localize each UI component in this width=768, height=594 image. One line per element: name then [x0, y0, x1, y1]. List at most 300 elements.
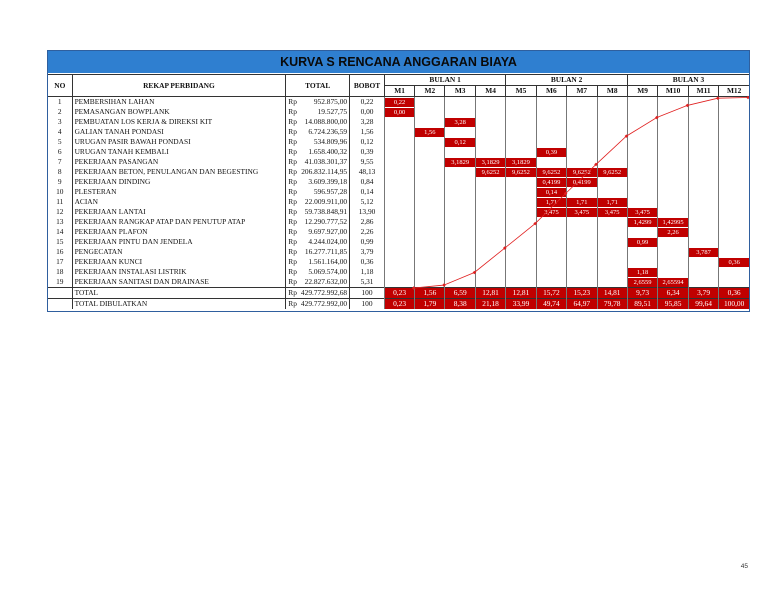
- row-currency: Rp: [286, 207, 299, 217]
- table-row: [48, 237, 749, 247]
- row-no: 4: [57, 127, 62, 136]
- week-cell: [627, 127, 657, 137]
- row-name: PEKERJAAN BETON, PENULANGAN DAN BEGESTING: [72, 167, 286, 177]
- week-cell: [658, 167, 689, 177]
- week-cell: [627, 247, 657, 257]
- row-total: 59.738.848,91: [304, 207, 348, 216]
- row-name: PEKERJAAN INSTALASI LISTRIK: [72, 267, 286, 277]
- week-cell: [688, 167, 718, 177]
- gantt-bar: 2,65594: [658, 278, 688, 287]
- week-cell: [719, 127, 749, 137]
- header-week-7: M7: [567, 86, 597, 97]
- row-total: 9.697.927,00: [308, 227, 348, 236]
- summary-row: [48, 288, 749, 299]
- week-cell: [415, 237, 445, 247]
- summary-week-value: 15,23: [567, 288, 597, 299]
- week-cell: [658, 177, 689, 187]
- row-bobot: 0,12: [350, 137, 385, 147]
- week-cell: [567, 257, 597, 267]
- week-cell: [475, 267, 505, 277]
- week-cell: [658, 207, 689, 217]
- week-cell: [627, 157, 657, 167]
- summary-total: 429.772.992,68: [299, 288, 350, 299]
- week-cell: [475, 257, 505, 267]
- week-cell: [567, 167, 597, 177]
- week-cell: [384, 107, 414, 117]
- row-name: PEKERJAAN SANITASI DAN DRAINASE: [72, 277, 286, 288]
- row-no: 9: [57, 177, 62, 186]
- summary-label: TOTAL: [72, 288, 286, 299]
- row-no: 10: [56, 187, 64, 196]
- week-cell: [597, 107, 627, 117]
- week-cell: [415, 177, 445, 187]
- row-no: 19: [56, 277, 64, 286]
- week-cell: [506, 247, 536, 257]
- header-rekap: REKAP PERBIDANG: [72, 75, 286, 97]
- row-total: 3.609.399,18: [308, 177, 348, 186]
- week-cell: [384, 137, 414, 147]
- gantt-bar: 1,71: [537, 198, 566, 207]
- week-cell: [688, 177, 718, 187]
- week-cell: [627, 147, 657, 157]
- week-cell: [719, 117, 749, 127]
- row-total: 4.244.024,00: [308, 237, 348, 246]
- week-cell: [415, 117, 445, 127]
- table-row: [48, 117, 749, 127]
- week-cell: [567, 237, 597, 247]
- week-cell: [536, 97, 566, 108]
- header-week-12: M12: [719, 86, 749, 97]
- row-currency: Rp: [286, 197, 299, 207]
- row-no: 15: [56, 237, 64, 246]
- gantt-bar: 0,00: [385, 108, 414, 117]
- row-name: PEKERJAAN DINDING: [72, 177, 286, 187]
- week-cell: [688, 147, 718, 157]
- row-name: GALIAN TANAH PONDASI: [72, 127, 286, 137]
- gantt-bar: 0,36: [719, 258, 749, 267]
- table-row: [48, 227, 749, 237]
- week-cell: [415, 187, 445, 197]
- row-total: 952.875,00: [313, 97, 348, 106]
- table-row: [48, 187, 749, 197]
- row-currency: Rp: [286, 147, 299, 157]
- week-cell: [719, 227, 749, 237]
- gantt-bar: 0,99: [628, 238, 657, 247]
- row-currency: Rp: [286, 97, 299, 108]
- week-cell: [475, 177, 505, 187]
- week-cell: [384, 147, 414, 157]
- week-cell: [445, 127, 475, 137]
- table-row: [48, 97, 749, 108]
- week-cell: [536, 107, 566, 117]
- week-cell: [658, 187, 689, 197]
- gantt-bar: 0,4199: [567, 178, 596, 187]
- row-currency: Rp: [286, 167, 299, 177]
- week-cell: [445, 227, 475, 237]
- week-cell: [506, 157, 536, 167]
- week-cell: [415, 197, 445, 207]
- week-cell: [536, 197, 566, 207]
- row-no: 14: [56, 227, 64, 236]
- header-month-2: BULAN 2: [506, 75, 628, 86]
- row-no: 7: [57, 157, 62, 166]
- week-cell: [445, 187, 475, 197]
- summary-bobot: 100: [350, 288, 385, 299]
- summary-row: [48, 299, 749, 310]
- row-bobot: 1,18: [350, 267, 385, 277]
- gantt-bar: 3,1829: [445, 158, 474, 167]
- row-total: 22.827.632,00: [304, 277, 348, 286]
- row-currency: Rp: [286, 157, 299, 167]
- week-cell: [384, 227, 414, 237]
- week-cell: [536, 157, 566, 167]
- week-cell: [658, 97, 689, 108]
- summary-no: [48, 299, 72, 310]
- week-cell: [627, 207, 657, 217]
- week-cell: [719, 137, 749, 147]
- week-cell: [445, 197, 475, 207]
- table-row: [48, 277, 749, 288]
- week-cell: [719, 97, 749, 108]
- week-cell: [384, 247, 414, 257]
- row-total: 1.561.164,00: [308, 257, 348, 266]
- week-cell: [506, 237, 536, 247]
- row-currency: Rp: [286, 117, 299, 127]
- header-bobot: BOBOT: [350, 75, 385, 97]
- week-cell: [567, 197, 597, 207]
- week-cell: [567, 157, 597, 167]
- week-cell: [445, 277, 475, 288]
- row-name: PEMASANGAN BOWPLANK: [72, 107, 286, 117]
- row-total: 534.809,96: [313, 137, 348, 146]
- summary-week-value: 95,85: [658, 299, 689, 310]
- week-cell: [445, 257, 475, 267]
- week-cell: [688, 217, 718, 227]
- week-cell: [384, 167, 414, 177]
- week-cell: [384, 187, 414, 197]
- week-cell: [719, 187, 749, 197]
- row-bobot: 48,13: [350, 167, 385, 177]
- gantt-bar: 1,18: [628, 268, 657, 277]
- summary-week-value: 49,74: [536, 299, 566, 310]
- header-week-8: M8: [597, 86, 627, 97]
- table-row: [48, 147, 749, 157]
- gantt-bar: 2,6559: [628, 278, 657, 287]
- gantt-bar: 0,4199: [537, 178, 566, 187]
- week-cell: [688, 137, 718, 147]
- week-cell: [597, 197, 627, 207]
- week-cell: [445, 247, 475, 257]
- row-total: 14.088.800,00: [304, 117, 348, 126]
- row-currency: Rp: [286, 187, 299, 197]
- table-row: [48, 157, 749, 167]
- row-no: 5: [57, 137, 62, 146]
- week-cell: [627, 237, 657, 247]
- summary-no: [48, 288, 72, 299]
- week-cell: [506, 207, 536, 217]
- week-cell: [506, 187, 536, 197]
- week-cell: [627, 217, 657, 227]
- row-total: 5.069.574,00: [308, 267, 348, 276]
- week-cell: [597, 227, 627, 237]
- summary-week-value: 8,38: [445, 299, 475, 310]
- week-cell: [627, 177, 657, 187]
- week-cell: [658, 227, 689, 237]
- row-total: 19.527,75: [317, 107, 348, 116]
- week-cell: [415, 107, 445, 117]
- week-cell: [415, 167, 445, 177]
- row-total: 6.724.236,59: [308, 127, 348, 136]
- gantt-bar: 3,1829: [506, 158, 535, 167]
- row-name: URUGAN TANAH KEMBALI: [72, 147, 286, 157]
- week-cell: [627, 117, 657, 127]
- row-name: PEKERJAAN KUNCI: [72, 257, 286, 267]
- row-bobot: 0,22: [350, 97, 385, 108]
- week-cell: [475, 167, 505, 177]
- summary-currency: Rp: [286, 299, 299, 310]
- week-cell: [567, 107, 597, 117]
- gantt-bar: 3,787: [689, 248, 718, 257]
- summary-week-value: 6,34: [658, 288, 689, 299]
- header-no: NO: [48, 75, 72, 97]
- week-cell: [567, 147, 597, 157]
- week-cell: [536, 167, 566, 177]
- summary-week-value: 89,51: [627, 299, 657, 310]
- week-cell: [384, 177, 414, 187]
- week-cell: [627, 107, 657, 117]
- row-bobot: 3,28: [350, 117, 385, 127]
- week-cell: [384, 257, 414, 267]
- sheet-title: KURVA S RENCANA ANGGARAN BIAYA: [48, 51, 749, 73]
- week-cell: [597, 237, 627, 247]
- week-cell: [536, 217, 566, 227]
- header-week-11: M11: [688, 86, 718, 97]
- week-cell: [627, 277, 657, 288]
- summary-week-value: 0,23: [384, 299, 414, 310]
- week-cell: [506, 167, 536, 177]
- week-cell: [658, 277, 689, 288]
- row-no: 18: [56, 267, 64, 276]
- week-cell: [475, 227, 505, 237]
- week-cell: [567, 217, 597, 227]
- row-total: 206.832.114,95: [301, 167, 348, 176]
- week-cell: [415, 127, 445, 137]
- week-cell: [688, 197, 718, 207]
- row-no: 3: [57, 117, 62, 126]
- week-cell: [597, 217, 627, 227]
- header-total: TOTAL: [286, 75, 350, 97]
- week-cell: [567, 117, 597, 127]
- week-cell: [597, 207, 627, 217]
- week-cell: [627, 267, 657, 277]
- week-cell: [506, 177, 536, 187]
- week-cell: [567, 177, 597, 187]
- schedule-table-wrapper: [48, 74, 749, 309]
- table-row: [48, 127, 749, 137]
- week-cell: [415, 97, 445, 108]
- week-cell: [688, 247, 718, 257]
- summary-week-value: 12,81: [475, 288, 505, 299]
- week-cell: [627, 257, 657, 267]
- week-cell: [475, 127, 505, 137]
- gantt-bar: 1,71: [567, 198, 596, 207]
- week-cell: [506, 227, 536, 237]
- week-cell: [536, 237, 566, 247]
- gantt-bar: 9,6252: [567, 168, 596, 177]
- row-bobot: 3,79: [350, 247, 385, 257]
- week-cell: [445, 107, 475, 117]
- week-cell: [688, 127, 718, 137]
- header-week-2: M2: [415, 86, 445, 97]
- summary-week-value: 0,23: [384, 288, 414, 299]
- gantt-bar: 0,14: [537, 188, 566, 197]
- week-cell: [415, 217, 445, 227]
- week-cell: [719, 157, 749, 167]
- week-cell: [475, 107, 505, 117]
- summary-total: 429.772.992,00: [299, 299, 350, 310]
- week-cell: [719, 197, 749, 207]
- week-cell: [627, 187, 657, 197]
- week-cell: [597, 97, 627, 108]
- row-bobot: 9,55: [350, 157, 385, 167]
- week-cell: [658, 147, 689, 157]
- week-cell: [688, 97, 718, 108]
- gantt-bar: 0,12: [445, 138, 474, 147]
- gantt-bar: 3,475: [628, 208, 657, 217]
- week-cell: [445, 97, 475, 108]
- summary-week-value: 14,81: [597, 288, 627, 299]
- row-currency: Rp: [286, 137, 299, 147]
- week-cell: [445, 167, 475, 177]
- week-cell: [506, 257, 536, 267]
- week-cell: [475, 217, 505, 227]
- row-total: 1.658.400,32: [308, 147, 348, 156]
- week-cell: [597, 137, 627, 147]
- row-bobot: 13,90: [350, 207, 385, 217]
- week-cell: [658, 117, 689, 127]
- summary-week-value: 6,59: [445, 288, 475, 299]
- week-cell: [567, 127, 597, 137]
- summary-week-value: 99,64: [688, 299, 718, 310]
- gantt-bar: 3,475: [598, 208, 627, 217]
- week-cell: [506, 197, 536, 207]
- row-currency: Rp: [286, 127, 299, 137]
- week-cell: [506, 117, 536, 127]
- gantt-bar: 1,71: [598, 198, 627, 207]
- week-cell: [536, 127, 566, 137]
- week-cell: [445, 267, 475, 277]
- week-cell: [688, 207, 718, 217]
- week-cell: [475, 137, 505, 147]
- row-bobot: 0,36: [350, 257, 385, 267]
- table-row: [48, 207, 749, 217]
- summary-week-value: 33,99: [506, 299, 536, 310]
- summary-week-value: 100,00: [719, 299, 749, 310]
- week-cell: [536, 207, 566, 217]
- week-cell: [506, 277, 536, 288]
- week-cell: [627, 97, 657, 108]
- week-cell: [536, 137, 566, 147]
- row-no: 13: [56, 217, 64, 226]
- week-cell: [688, 237, 718, 247]
- header-week-10: M10: [658, 86, 689, 97]
- week-cell: [536, 117, 566, 127]
- week-cell: [384, 127, 414, 137]
- header-week-9: M9: [627, 86, 657, 97]
- week-cell: [688, 227, 718, 237]
- row-currency: Rp: [286, 107, 299, 117]
- week-cell: [719, 147, 749, 157]
- gantt-bar: 1,56: [415, 128, 444, 137]
- week-cell: [475, 187, 505, 197]
- week-cell: [536, 227, 566, 237]
- summary-currency: Rp: [286, 288, 299, 299]
- week-cell: [415, 207, 445, 217]
- row-currency: Rp: [286, 217, 299, 227]
- week-cell: [445, 117, 475, 127]
- summary-week-value: 79,78: [597, 299, 627, 310]
- week-cell: [475, 147, 505, 157]
- week-cell: [506, 127, 536, 137]
- row-total: 16.277.711,85: [304, 247, 348, 256]
- week-cell: [475, 157, 505, 167]
- week-cell: [658, 267, 689, 277]
- week-cell: [719, 217, 749, 227]
- header-week-5: M5: [506, 86, 536, 97]
- week-cell: [415, 247, 445, 257]
- summary-week-value: 0,36: [719, 288, 749, 299]
- row-total: 12.290.777,52: [304, 217, 348, 226]
- header-week-3: M3: [445, 86, 475, 97]
- row-total: 22.009.911,00: [304, 197, 348, 206]
- week-cell: [627, 167, 657, 177]
- row-total: 596.957,28: [313, 187, 348, 196]
- table-row: [48, 257, 749, 267]
- week-cell: [719, 207, 749, 217]
- gantt-bar: 2,26: [658, 228, 688, 237]
- week-cell: [597, 127, 627, 137]
- gantt-bar: 1,4299: [628, 218, 657, 227]
- week-cell: [536, 147, 566, 157]
- row-name: PEMBERSIHAN LAHAN: [72, 97, 286, 108]
- row-name: PLESTERAN: [72, 187, 286, 197]
- gantt-bar: 9,6252: [506, 168, 535, 177]
- week-cell: [415, 267, 445, 277]
- row-bobot: 1,56: [350, 127, 385, 137]
- week-cell: [597, 167, 627, 177]
- summary-week-value: 15,72: [536, 288, 566, 299]
- week-cell: [688, 187, 718, 197]
- gantt-bar: 3,475: [567, 208, 596, 217]
- row-bobot: 5,12: [350, 197, 385, 207]
- gantt-bar: 3,28: [445, 118, 474, 127]
- row-no: 6: [57, 147, 62, 156]
- week-cell: [567, 97, 597, 108]
- week-cell: [688, 277, 718, 288]
- week-cell: [384, 157, 414, 167]
- week-cell: [719, 167, 749, 177]
- week-cell: [627, 227, 657, 237]
- table-row: [48, 137, 749, 147]
- week-cell: [536, 267, 566, 277]
- week-cell: [658, 257, 689, 267]
- header-week-1: M1: [384, 86, 414, 97]
- week-cell: [384, 207, 414, 217]
- row-no: 11: [56, 197, 64, 206]
- week-cell: [567, 227, 597, 237]
- gantt-bar: 3,475: [537, 208, 566, 217]
- week-cell: [445, 157, 475, 167]
